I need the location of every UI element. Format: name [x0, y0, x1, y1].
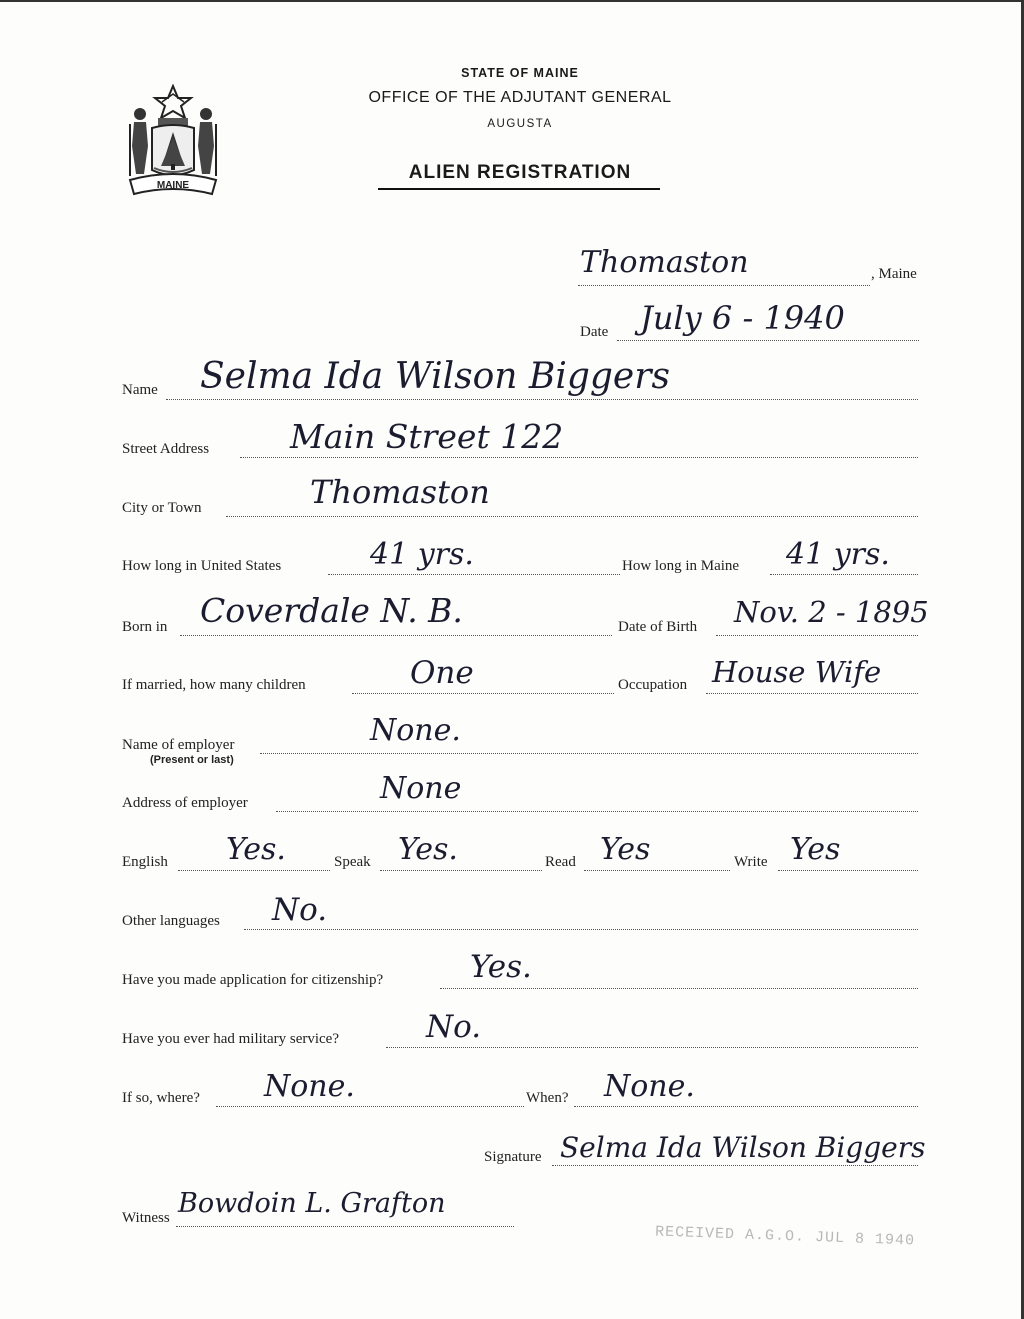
- other-languages-label: Other languages: [122, 913, 220, 929]
- where-label: If so, where?: [122, 1090, 200, 1106]
- where-line: [216, 1106, 524, 1107]
- children-line: [352, 693, 614, 694]
- place-line: [578, 285, 870, 286]
- english-line: [178, 870, 330, 871]
- when-value: None.: [604, 1069, 695, 1104]
- us-duration-label: How long in United States: [122, 558, 282, 574]
- speak-line: [380, 870, 542, 871]
- english-value: Yes.: [226, 832, 286, 867]
- military-label: Have you ever had military service?: [122, 1031, 339, 1047]
- military-line: [386, 1047, 918, 1048]
- other-languages-value: No.: [272, 892, 328, 928]
- seal-banner-text: MAINE: [156, 180, 190, 191]
- town-value: Thomaston: [310, 473, 490, 511]
- birth-date-line: [716, 635, 918, 636]
- employer-address-line: [276, 811, 918, 812]
- maine-state-seal-icon: [122, 84, 224, 204]
- town-label: City or Town: [122, 500, 202, 516]
- name-line: [166, 399, 918, 400]
- signature-line: [552, 1165, 918, 1166]
- where-value: None.: [264, 1069, 355, 1104]
- speak-label: Speak: [334, 854, 371, 870]
- english-label: English: [122, 854, 168, 870]
- employer-address-label: Address of employer: [122, 795, 248, 811]
- occupation-value: House Wife: [712, 655, 882, 689]
- occupation-line: [706, 693, 918, 694]
- write-line: [778, 870, 918, 871]
- born-in-label: Born in: [122, 619, 168, 635]
- employer-label: Name of employer: [122, 737, 235, 753]
- maine-duration-label: How long in Maine: [622, 558, 740, 574]
- employer-note: (Present or last): [150, 754, 234, 766]
- citizenship-value: Yes.: [470, 949, 532, 985]
- maine-duration-line: [770, 574, 918, 575]
- name-label: Name: [122, 382, 158, 398]
- witness-value: Bowdoin L. Grafton: [178, 1188, 446, 1219]
- citizenship-label: Have you made application for citizenship?: [122, 972, 384, 988]
- children-value: One: [410, 655, 474, 691]
- employer-address-value: None: [380, 771, 462, 806]
- office-heading: OFFICE OF THE ADJUTANT GENERAL: [368, 89, 672, 106]
- city-heading: AUGUSTA: [487, 118, 553, 130]
- street-value: Main Street 122: [290, 417, 564, 456]
- us-duration-value: 41 yrs.: [370, 537, 474, 572]
- place-value: Thomaston: [580, 245, 749, 280]
- street-line: [240, 457, 918, 458]
- when-label: When?: [526, 1090, 569, 1106]
- street-label: Street Address: [122, 441, 210, 457]
- title-underline: [378, 188, 660, 190]
- birth-date-label: Date of Birth: [618, 619, 698, 635]
- read-line: [584, 870, 730, 871]
- children-label: If married, how many children: [122, 677, 306, 693]
- state-heading: STATE OF MAINE: [461, 66, 579, 80]
- received-stamp: RECEIVED A.G.O. JUL 8 1940: [654, 1223, 916, 1250]
- signature-value: Selma Ida Wilson Biggers: [560, 1131, 926, 1164]
- citizenship-line: [440, 988, 918, 989]
- write-label: Write: [734, 854, 768, 870]
- speak-value: Yes.: [398, 832, 458, 867]
- military-value: No.: [426, 1009, 482, 1045]
- born-in-line: [180, 635, 612, 636]
- employer-value: None.: [370, 713, 461, 748]
- born-in-value: Coverdale N. B.: [200, 591, 463, 630]
- when-line: [574, 1106, 918, 1107]
- other-languages-line: [244, 929, 918, 930]
- name-value: Selma Ida Wilson Biggers: [200, 356, 670, 397]
- place-suffix: , Maine: [871, 266, 917, 282]
- maine-duration-value: 41 yrs.: [786, 537, 890, 572]
- signature-label: Signature: [484, 1149, 542, 1165]
- town-line: [226, 516, 918, 517]
- date-label: Date: [580, 324, 609, 340]
- employer-line: [260, 753, 918, 754]
- read-value: Yes: [600, 832, 651, 867]
- read-label: Read: [545, 854, 576, 870]
- write-value: Yes: [790, 832, 841, 867]
- witness-label: Witness: [122, 1210, 170, 1226]
- birth-date-value: Nov. 2 - 1895: [734, 595, 929, 629]
- date-value: July 6 - 1940: [640, 299, 845, 337]
- date-line: [617, 340, 919, 341]
- occupation-label: Occupation: [618, 677, 688, 693]
- form-title: ALIEN REGISTRATION: [408, 162, 632, 183]
- witness-line: [176, 1226, 514, 1227]
- us-duration-line: [328, 574, 620, 575]
